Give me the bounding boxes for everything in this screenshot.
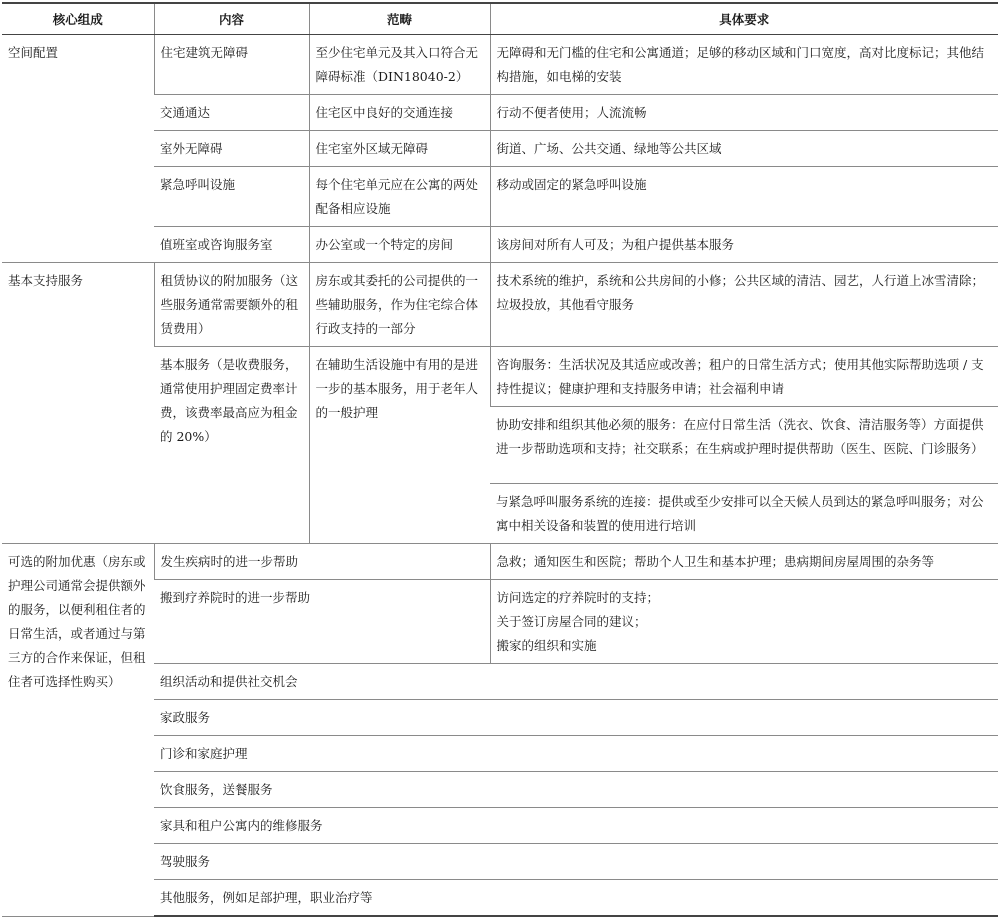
table-row [2,544,998,580]
requirement-cell: 协助安排和组织其他必须的服务：在应付日常生活（洗衣、饮食、清洁服务等）方面提供进一步帮助选项和支持；社交联系；在生病或护理时提供帮助（医生、医院、门诊服务） [490,407,998,484]
requirement-cell: 与紧急呼叫服务系统的连接：提供或至少安排可以全天候人员到达的紧急呼叫服务；对公寓中相关设备和装置的使用进行培训 [490,484,998,544]
content-cell: 驾驶服务 [154,844,998,880]
content-cell: 紧急呼叫设施 [154,167,309,227]
requirement-cell: 急救；通知医生和医院；帮助个人卫生和基本护理；患病期间房屋周围的杂务等 [490,544,998,580]
content-cell: 家具和租户公寓内的维修服务 [154,808,998,844]
content-cell: 家政服务 [154,700,998,736]
scope-cell: 至少住宅单元及其入口符合无障碍标准（DIN18040-2） [309,35,490,95]
requirements-table [2,2,998,917]
table-row [2,263,998,347]
requirement-line: 访问选定的疗养院时的支持； [496,590,660,605]
requirement-line: 搬家的组织和实施 [496,638,597,653]
content-cell: 发生疾病时的进一步帮助 [154,544,490,580]
content-cell: 值班室或咨询服务室 [154,227,309,263]
table-row [2,35,998,95]
content-cell: 交通通达 [154,95,309,131]
requirement-cell [490,580,998,664]
content-cell: 搬到疗养院时的进一步帮助 [154,580,490,664]
content-cell: 组织活动和提供社交机会 [154,664,998,700]
scope-cell: 住宅室外区域无障碍 [309,131,490,167]
scope-cell: 在辅助生活设施中有用的是进一步的基本服务，用于老年人的一般护理 [309,347,490,544]
header-core-component: 核心组成 [2,3,154,35]
scope-cell: 房东或其委托的公司提供的一些辅助服务，作为住宅综合体行政支持的一部分 [309,263,490,347]
content-cell: 基本服务（是收费服务，通常使用护理固定费率计费，该费率最高应为租金的 20%） [154,347,309,544]
category-spatial-config: 空间配置 [2,35,154,263]
content-cell: 门诊和家庭护理 [154,736,998,772]
category-optional-offers: 可选的附加优惠（房东或护理公司通常会提供额外的服务，以便利租住者的日常生活，或者通过与第三方的合作来保证，但租住者可选择性购买） [2,544,154,917]
content-cell: 室外无障碍 [154,131,309,167]
header-requirements: 具体要求 [490,3,998,35]
requirement-cell: 技术系统的维护，系统和公共房间的小修；公共区域的清洁、园艺，人行道上冰雪清除；垃圾投放，其他看守服务 [490,263,998,347]
requirement-cell: 该房间对所有人可及；为租户提供基本服务 [490,227,998,263]
content-cell: 住宅建筑无障碍 [154,35,309,95]
requirement-cell: 行动不便者使用；人流流畅 [490,95,998,131]
requirement-line: 关于签订房屋合同的建议； [496,614,647,629]
requirement-cell: 移动或固定的紧急呼叫设施 [490,167,998,227]
content-cell: 饮食服务，送餐服务 [154,772,998,808]
requirement-cell: 咨询服务：生活状况及其适应或改善；租户的日常生活方式；使用其他实际帮助选项 / 支持性提议；健康护理和支持服务申请；社会福利申请 [490,347,998,407]
requirement-cell: 无障碍和无门槛的住宅和公寓通道；足够的移动区域和门口宽度，高对比度标记；其他结构措施，如电梯的安装 [490,35,998,95]
scope-cell: 住宅区中良好的交通连接 [309,95,490,131]
header-scope: 范畴 [309,3,490,35]
content-cell: 其他服务，例如足部护理，职业治疗等 [154,880,998,917]
header-row [2,3,998,35]
content-cell: 租赁协议的附加服务（这些服务通常需要额外的租赁费用） [154,263,309,347]
scope-cell: 每个住宅单元应在公寓的两处配备相应设施 [309,167,490,227]
scope-cell: 办公室或一个特定的房间 [309,227,490,263]
requirement-cell: 街道、广场、公共交通、绿地等公共区域 [490,131,998,167]
category-basic-support: 基本支持服务 [2,263,154,544]
header-content: 内容 [154,3,309,35]
